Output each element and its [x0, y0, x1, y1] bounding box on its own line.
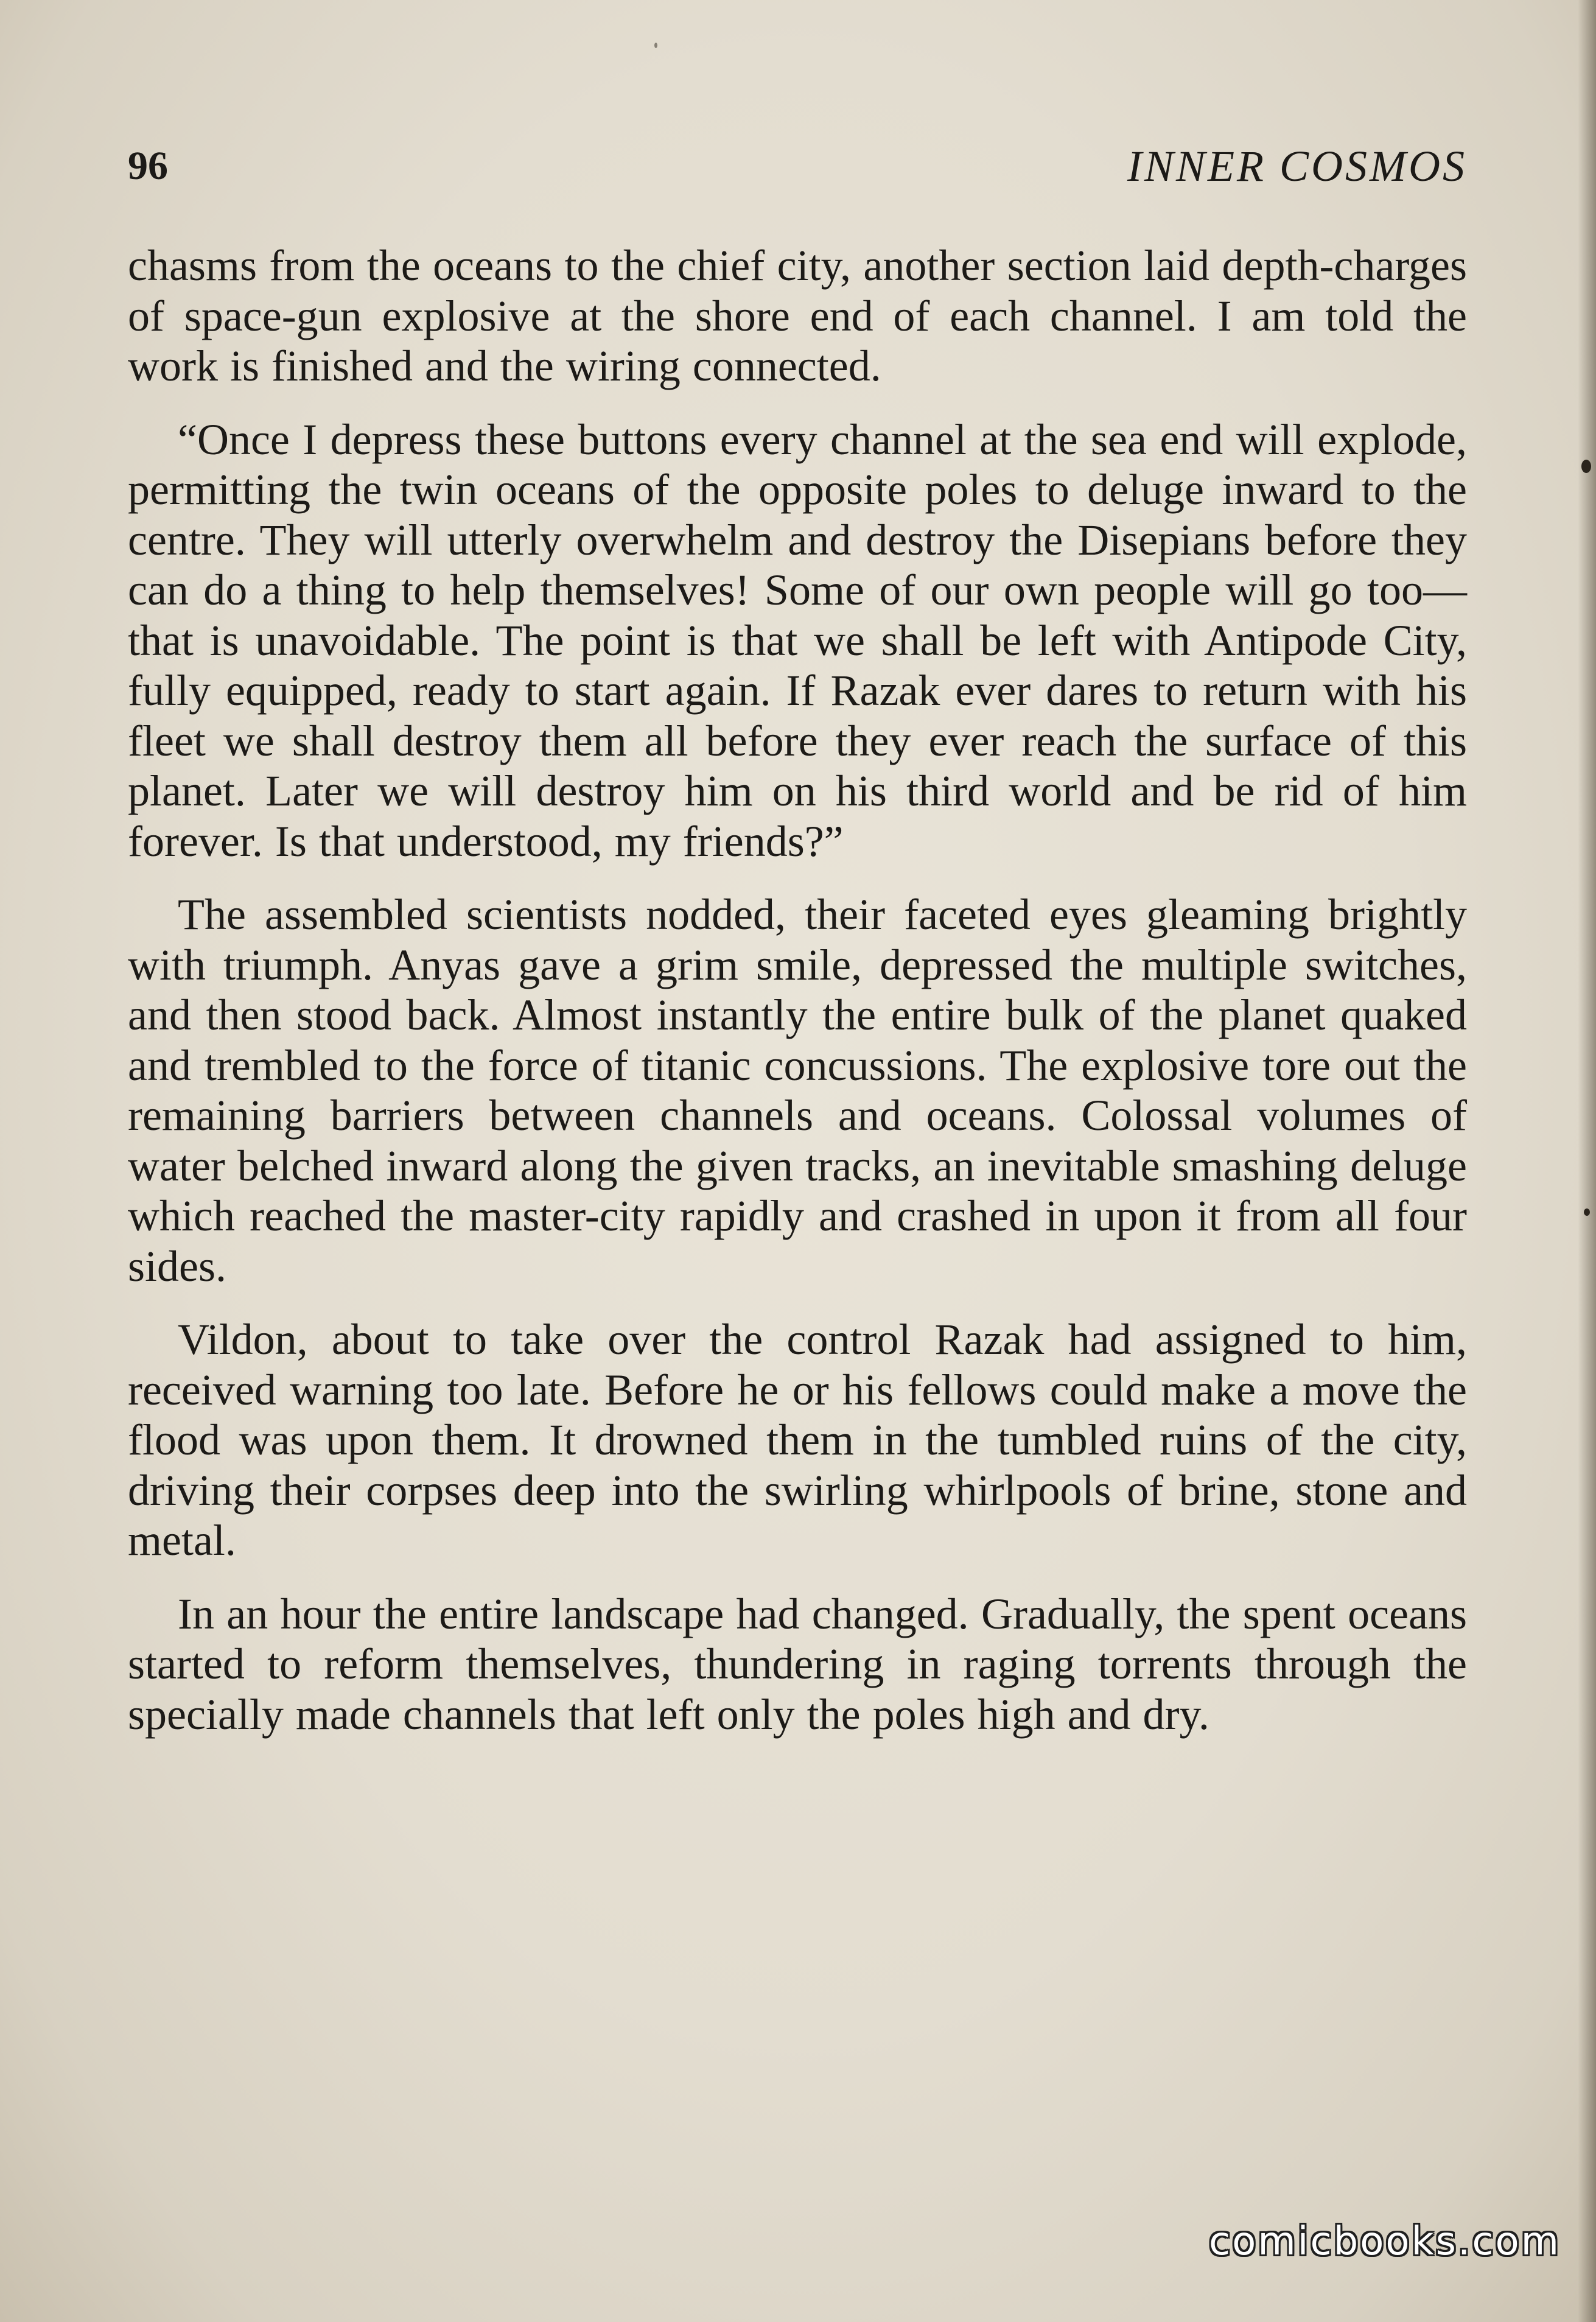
running-title: INNER COSMOS	[1127, 142, 1467, 191]
paragraph: In an hour the entire landscape had changed. Gradually, the spent oceans started to reform themselves, thundering in raging torrents through the specially made channels that left only the poles high and dry.	[128, 1589, 1467, 1739]
paragraph: Vildon, about to take over the control Razak had assigned to him, received warning too late. Before he or his fellows could make a move the flood was upon them. It drowned them in the tumbled ruins of the city, driving their corpses deep into the swirling whirlpools of brine, stone and metal.	[128, 1315, 1467, 1565]
body-text	[128, 240, 1467, 1763]
paragraph: “Once I depress these buttons every channel at the sea end will explode, permitting the twin oceans of the opposite poles to deluge inward to the centre. They will utterly overwhelm and destroy the Disepians before they can do a thing to help themselves! Some of our own people will go too—that is unavoidable. The point is that we shall be left with Antipode City, fully equipped, ready to start again. If Razak ever dares to return with his fleet we shall destroy them all before they ever reach the surface of this planet. Later we will destroy him on his third world and be rid of him forever. Is that understood, my friends?”	[128, 415, 1467, 866]
page-number: 96	[128, 144, 168, 188]
ink-speck	[1581, 460, 1591, 473]
paragraph: chasms from the oceans to the chief city, another section laid depth-charges of space-gun explosive at the shore end of each channel. I am told the work is finished and the wiring connected.	[128, 241, 1467, 390]
watermark: comicbooks.com	[1208, 2219, 1561, 2264]
page-header	[128, 133, 1467, 200]
page-edge-shadow	[1578, 0, 1596, 2322]
paragraph: The assembled scientists nodded, their faceted eyes gleaming brightly with triumph. Anyas gave a grim smile, depressed the multiple switches, and then stood back. Almost instantly the entire bulk of the planet quaked and trembled to the force of titanic concussions. The explosive tore out the remaining barriers between channels and oceans. Colossal volumes of water belched inward along the given tracks, an inevitable smashing deluge which reached the master-city rapidly and crashed in upon it from all four sides.	[128, 890, 1467, 1291]
ink-speck	[1584, 1208, 1590, 1216]
ink-speck	[654, 43, 657, 48]
